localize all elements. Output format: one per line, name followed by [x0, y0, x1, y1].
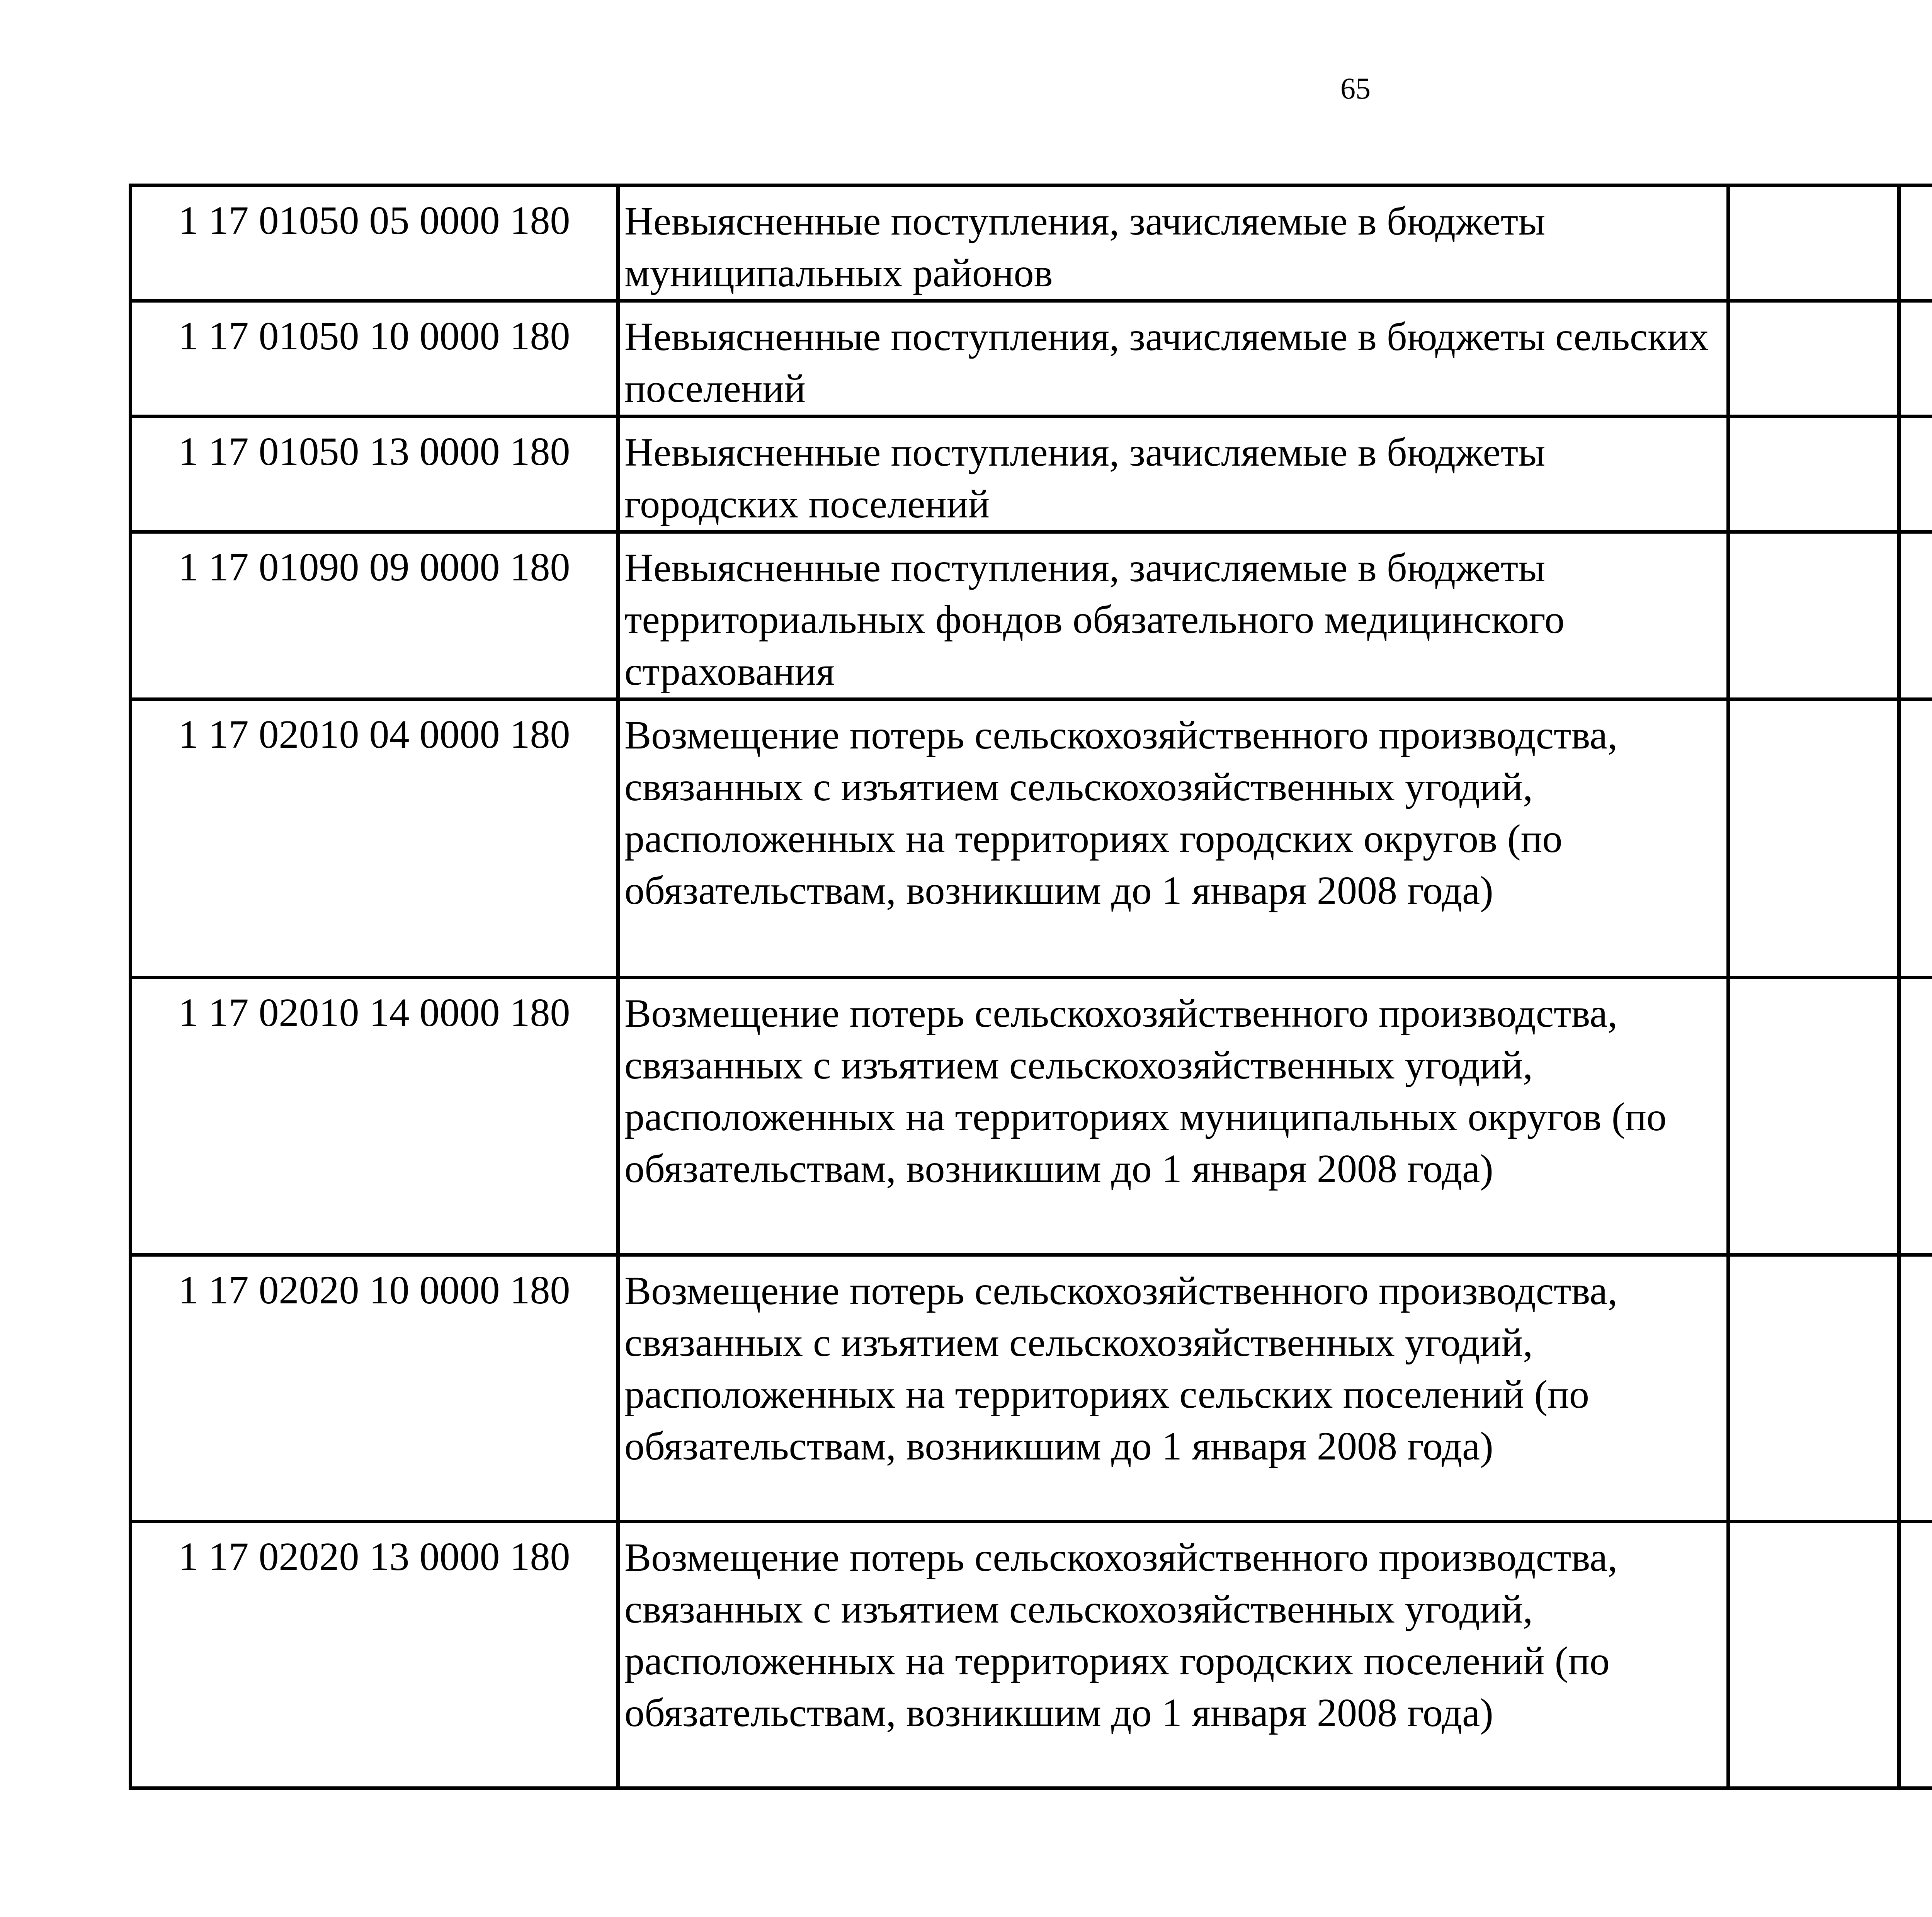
table-row	[131, 1522, 1932, 1788]
table-row	[131, 1255, 1932, 1522]
table-row	[131, 301, 1932, 417]
revenue-description: Невыясненные поступления, зачисляемые в бюджеты городских поселений	[618, 417, 1728, 532]
table-row	[131, 978, 1932, 1255]
table-row	[131, 417, 1932, 532]
revenue-code: 1 17 01090 09 0000 180	[131, 532, 618, 699]
revenue-description: Невыясненные поступления, зачисляемые в бюджеты муниципальных районов	[618, 185, 1728, 301]
value-cell	[1728, 185, 1899, 301]
value-cell	[1728, 532, 1899, 699]
table-row	[131, 185, 1932, 301]
revenue-description: Возмещение потерь сельскохозяйственного производства, связанных с изъятием сельскохозяйственных угодий, расположенных на территориях городских поселений (по обязательствам, возникшим до 1 января 2008 года)	[618, 1522, 1728, 1788]
revenue-code: 1 17 01050 05 0000 180	[131, 185, 618, 301]
budget-revenue-table	[129, 184, 1932, 1790]
revenue-description: Возмещение потерь сельскохозяйственного производства, связанных с изъятием сельскохозяйственных угодий, расположенных на территориях городских округов (по обязательствам, возникшим до 1 января 2008 года)	[618, 699, 1728, 978]
value-cell	[1899, 1522, 1932, 1788]
value-cell	[1728, 1255, 1899, 1522]
revenue-code: 1 17 02010 04 0000 180	[131, 699, 618, 978]
value-cell	[1728, 417, 1899, 532]
value-cell	[1728, 301, 1899, 417]
value-cell	[1899, 1255, 1932, 1522]
revenue-code: 1 17 02010 14 0000 180	[131, 978, 618, 1255]
value-cell	[1899, 978, 1932, 1255]
value-cell	[1728, 1522, 1899, 1788]
table-row	[131, 699, 1932, 978]
revenue-code: 1 17 01050 13 0000 180	[131, 417, 618, 532]
value-cell	[1728, 699, 1899, 978]
value-cell	[1899, 532, 1932, 699]
revenue-code: 1 17 02020 10 0000 180	[131, 1255, 618, 1522]
value-cell	[1899, 417, 1932, 532]
value-cell	[1728, 978, 1899, 1255]
value-cell	[1899, 301, 1932, 417]
revenue-description: Возмещение потерь сельскохозяйственного производства, связанных с изъятием сельскохозяйственных угодий, расположенных на территориях сельских поселений (по обязательствам, возникшим до 1 января 2008 года)	[618, 1255, 1728, 1522]
revenue-description: Невыясненные поступления, зачисляемые в бюджеты территориальных фондов обязательного медицинского страхования	[618, 532, 1728, 699]
revenue-description: Возмещение потерь сельскохозяйственного производства, связанных с изъятием сельскохозяйственных угодий, расположенных на территориях муниципальных округов (по обязательствам, возникшим до 1 января 2008 года)	[618, 978, 1728, 1255]
page-number: 65	[1340, 71, 1371, 105]
value-cell	[1899, 699, 1932, 978]
revenue-code: 1 17 02020 13 0000 180	[131, 1522, 618, 1788]
table-row	[131, 532, 1932, 699]
revenue-code: 1 17 01050 10 0000 180	[131, 301, 618, 417]
revenue-description: Невыясненные поступления, зачисляемые в бюджеты сельских поселений	[618, 301, 1728, 417]
value-cell	[1899, 185, 1932, 301]
